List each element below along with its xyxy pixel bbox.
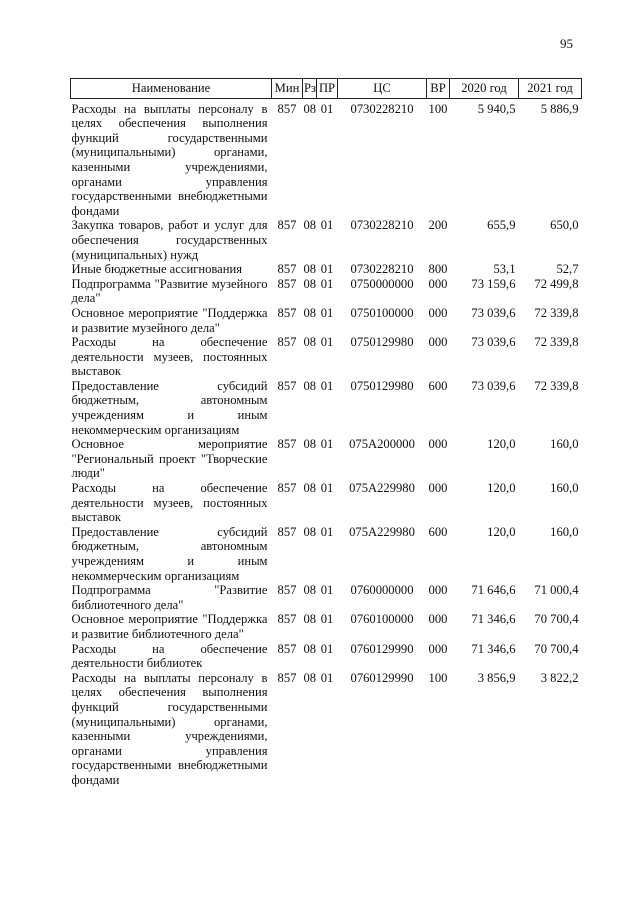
row-2020-cell: 120,0 — [487, 481, 516, 496]
row-2020-cell: 71 346,6 — [471, 612, 516, 627]
row-2020-cell: 73 039,6 — [471, 378, 516, 393]
row-min-cell: 857 — [277, 305, 297, 320]
row-min-cell: 857 — [277, 335, 297, 350]
header-pr: ПР — [317, 79, 338, 99]
row-2020-cell: 71 346,6 — [471, 641, 516, 656]
row-name-cell: Основное мероприятие "Поддержка и развитие библиотечного дела" — [71, 612, 268, 641]
row-2020-cell: 120,0 — [487, 437, 516, 452]
row-pr-cell: 01 — [320, 612, 334, 627]
row-min-cell: 857 — [277, 378, 297, 393]
row-cs-cell: 0730228210 — [350, 101, 414, 116]
row-pr-cell: 01 — [320, 262, 334, 277]
row-name-cell: Подпрограмма "Развитие музейного дела" — [71, 276, 268, 306]
row-name-cell: Расходы на обеспечение деятельности библиотек — [71, 641, 268, 671]
row-2020-cell: 5 940,5 — [477, 101, 516, 116]
row-min-cell: 857 — [277, 437, 297, 452]
row-2021-cell: 70 700,4 — [534, 641, 579, 656]
row-rz-cell: 08 — [303, 437, 317, 452]
table-row — [71, 612, 582, 641]
row-pr-cell: 01 — [320, 670, 334, 685]
row-rz-cell: 08 — [303, 524, 317, 539]
row-vr-cell: 000 — [428, 305, 448, 320]
page-number: 95 — [560, 36, 573, 51]
row-vr-cell: 600 — [428, 378, 448, 393]
row-min-cell: 857 — [277, 612, 297, 627]
row-2021-cell: 72 339,8 — [534, 335, 579, 350]
row-2021-cell: 160,0 — [550, 437, 579, 452]
table-row — [71, 671, 582, 788]
header-2020: 2020 год — [450, 79, 519, 99]
row-2020-cell: 120,0 — [487, 524, 516, 539]
row-2020-cell: 3 856,9 — [477, 670, 516, 685]
header-name: Наименование — [71, 79, 272, 99]
row-cs-cell: 0760129990 — [350, 641, 414, 656]
table-header-row — [71, 79, 582, 99]
row-min-cell: 857 — [277, 101, 297, 116]
row-vr-cell: 200 — [428, 218, 448, 233]
row-cs-cell: 075A200000 — [349, 437, 415, 452]
table-row — [71, 583, 582, 612]
table-row — [71, 218, 582, 262]
row-2021-cell: 72 339,8 — [534, 378, 579, 393]
row-vr-cell: 000 — [428, 276, 448, 291]
row-pr-cell: 01 — [320, 437, 334, 452]
row-cs-cell: 0730228210 — [350, 262, 414, 277]
row-min-cell: 857 — [277, 481, 297, 496]
row-cs-cell: 0750000000 — [350, 276, 414, 291]
row-cs-cell: 0750100000 — [350, 305, 414, 320]
row-2020-cell: 71 646,6 — [471, 583, 516, 598]
row-cs-cell: 0760100000 — [350, 612, 414, 627]
row-2021-cell: 160,0 — [550, 481, 579, 496]
row-2020-cell: 655,9 — [487, 218, 516, 233]
row-2020-cell: 53,1 — [493, 262, 516, 277]
row-2021-cell: 70 700,4 — [534, 612, 579, 627]
table-row — [71, 277, 582, 306]
row-name-cell: Расходы на выплаты персоналу в целях обеспечения выполнения функций государственными (муниципальными) органами, казенными учреждениями, органами управления государственными внебюджетными фондами — [71, 670, 268, 787]
header-vr: ВР — [427, 79, 450, 99]
row-cs-cell: 075A229980 — [349, 524, 415, 539]
table-row — [71, 306, 582, 335]
row-2021-cell: 650,0 — [550, 218, 579, 233]
row-pr-cell: 01 — [320, 276, 334, 291]
row-2020-cell: 73 039,6 — [471, 335, 516, 350]
row-rz-cell: 08 — [303, 262, 317, 277]
header-cs: ЦС — [338, 79, 427, 99]
table-row — [71, 98, 582, 218]
row-cs-cell: 0730228210 — [350, 218, 414, 233]
table-row — [71, 379, 582, 437]
row-min-cell: 857 — [277, 583, 297, 598]
table-row — [71, 481, 582, 525]
row-name-cell: Предоставление субсидий бюджетным, автономным учреждениям и иным некоммерческим организациям — [71, 524, 268, 583]
row-vr-cell: 600 — [428, 524, 448, 539]
row-pr-cell: 01 — [320, 481, 334, 496]
row-min-cell: 857 — [277, 276, 297, 291]
row-pr-cell: 01 — [320, 101, 334, 116]
row-vr-cell: 000 — [428, 583, 448, 598]
row-pr-cell: 01 — [320, 305, 334, 320]
row-rz-cell: 08 — [303, 481, 317, 496]
row-vr-cell: 000 — [428, 641, 448, 656]
row-pr-cell: 01 — [320, 218, 334, 233]
row-pr-cell: 01 — [320, 524, 334, 539]
row-cs-cell: 0750129980 — [350, 378, 414, 393]
row-cs-cell: 0760129990 — [350, 670, 414, 685]
header-2021: 2021 год — [519, 79, 582, 99]
row-min-cell: 857 — [277, 641, 297, 656]
row-2021-cell: 72 499,8 — [534, 276, 579, 291]
row-vr-cell: 000 — [428, 437, 448, 452]
row-name-cell: Подпрограмма "Развитие библиотечного дела" — [71, 583, 268, 612]
row-min-cell: 857 — [277, 670, 297, 685]
table-row — [71, 525, 582, 583]
row-2021-cell: 160,0 — [550, 524, 579, 539]
row-min-cell: 857 — [277, 218, 297, 233]
table-row — [71, 262, 582, 277]
row-pr-cell: 01 — [320, 583, 334, 598]
row-rz-cell: 08 — [303, 670, 317, 685]
row-2020-cell: 73 039,6 — [471, 305, 516, 320]
header-min: Мин — [272, 79, 303, 99]
row-rz-cell: 08 — [303, 583, 317, 598]
row-vr-cell: 000 — [428, 481, 448, 496]
row-name-cell: Основное мероприятие "Поддержка и развитие музейного дела" — [71, 305, 268, 335]
row-name-cell: Иные бюджетные ассигнования — [71, 262, 243, 277]
row-cs-cell: 0750129980 — [350, 335, 414, 350]
row-2021-cell: 5 886,9 — [540, 101, 579, 116]
row-2021-cell: 52,7 — [556, 262, 579, 277]
row-rz-cell: 08 — [303, 612, 317, 627]
row-rz-cell: 08 — [303, 335, 317, 350]
row-name-cell: Расходы на обеспечение деятельности музеев, постоянных выставок — [71, 335, 268, 379]
row-vr-cell: 100 — [428, 101, 448, 116]
row-2021-cell: 72 339,8 — [534, 305, 579, 320]
row-name-cell: Основное мероприятие "Региональный проект "Творческие люди" — [71, 437, 268, 481]
row-rz-cell: 08 — [303, 218, 317, 233]
row-vr-cell: 100 — [428, 670, 448, 685]
row-2021-cell: 3 822,2 — [540, 670, 579, 685]
row-2020-cell: 73 159,6 — [471, 276, 516, 291]
row-cs-cell: 075A229980 — [349, 481, 415, 496]
row-rz-cell: 08 — [303, 378, 317, 393]
row-rz-cell: 08 — [303, 305, 317, 320]
row-pr-cell: 01 — [320, 335, 334, 350]
row-vr-cell: 000 — [428, 335, 448, 350]
row-name-cell: Расходы на выплаты персоналу в целях обеспечения выполнения функций государственными (муниципальными) органами, казенными учреждениями, органами управления государственными внебюджетными фондами — [71, 101, 268, 218]
row-vr-cell: 000 — [428, 612, 448, 627]
table-row — [71, 642, 582, 671]
row-pr-cell: 01 — [320, 641, 334, 656]
row-vr-cell: 800 — [428, 262, 448, 277]
row-name-cell: Расходы на обеспечение деятельности музеев, постоянных выставок — [71, 481, 268, 525]
header-rz: Рз — [303, 79, 317, 99]
row-pr-cell: 01 — [320, 378, 334, 393]
row-name-cell: Предоставление субсидий бюджетным, автономным учреждениям и иным некоммерческим организациям — [71, 378, 268, 437]
row-min-cell: 857 — [277, 524, 297, 539]
budget-table — [70, 78, 582, 788]
row-2021-cell: 71 000,4 — [534, 583, 579, 598]
row-rz-cell: 08 — [303, 101, 317, 116]
row-cs-cell: 0760000000 — [350, 583, 414, 598]
row-rz-cell: 08 — [303, 276, 317, 291]
row-rz-cell: 08 — [303, 641, 317, 656]
table-row — [71, 335, 582, 379]
row-min-cell: 857 — [277, 262, 297, 277]
table-row — [71, 437, 582, 481]
row-name-cell: Закупка товаров, работ и услуг для обеспечения государственных (муниципальных) нужд — [71, 218, 268, 262]
